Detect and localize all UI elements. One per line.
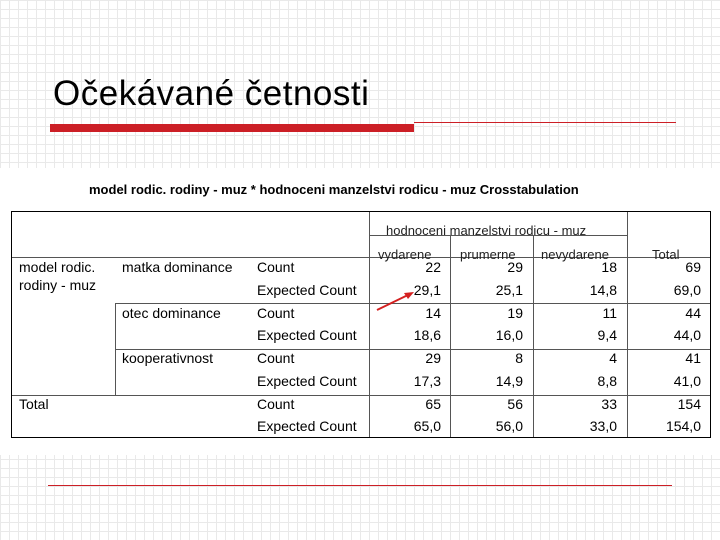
table-cell: 44 <box>685 305 701 321</box>
table-cell: 69 <box>685 259 701 275</box>
stat-label: Expected Count <box>257 373 357 389</box>
table-cell: 8 <box>515 350 523 366</box>
table-cell: 14 <box>425 305 441 321</box>
table-cell-highlighted: 29,1 <box>413 282 441 298</box>
table-cell: 44,0 <box>673 327 701 343</box>
table-cell: 22 <box>425 259 441 275</box>
group-label: kooperativnost <box>122 350 214 366</box>
table-cell: 33 <box>601 396 617 412</box>
table-cell: 14,9 <box>495 373 523 389</box>
stat-label: Expected Count <box>257 327 357 343</box>
footer-rule <box>48 485 672 486</box>
table-cell: 19 <box>507 305 523 321</box>
stat-label: Count <box>257 259 295 275</box>
column-header-total: Total <box>652 247 680 262</box>
group-label: matka dominance <box>122 259 233 275</box>
table-cell: 33,0 <box>589 418 617 434</box>
table-cell: 8,8 <box>597 373 617 389</box>
table-cell: 18 <box>601 259 617 275</box>
table-cell: 9,4 <box>597 327 617 343</box>
table-cell: 16,0 <box>495 327 523 343</box>
table-cell: 56,0 <box>495 418 523 434</box>
crosstab-title: model rodic. rodiny - muz * hodnoceni manzelstvi rodicu - muz Crosstabulation <box>89 182 579 197</box>
table-cell: 29 <box>425 350 441 366</box>
stat-label: Count <box>257 396 295 412</box>
table-cell: 41 <box>685 350 701 366</box>
table-cell: 11 <box>602 305 617 321</box>
table-cell: 18,6 <box>413 327 441 343</box>
table-cell: 154,0 <box>665 418 701 434</box>
table-cell: 65 <box>425 396 441 412</box>
column-header: vydarene <box>378 247 432 262</box>
slide-title: Očekávané četnosti <box>53 74 370 113</box>
stat-label: Expected Count <box>257 418 357 434</box>
stat-label: Count <box>257 350 295 366</box>
table-cell: 17,3 <box>413 373 441 389</box>
stat-label: Count <box>257 305 295 321</box>
column-variable-label: hodnoceni manzelstvi rodicu - muz <box>386 223 587 238</box>
table-cell: 25,1 <box>495 282 523 298</box>
table-cell: 65,0 <box>413 418 441 434</box>
table-cell: 29 <box>507 259 523 275</box>
column-header: prumerne <box>460 247 516 262</box>
table-cell: 56 <box>507 396 523 412</box>
stat-label: Expected Count <box>257 282 357 298</box>
table-cell: 69,0 <box>673 282 701 298</box>
total-row-label: Total <box>19 396 49 412</box>
table-cell: 41,0 <box>673 373 701 389</box>
table-cell: 14,8 <box>589 282 617 298</box>
table-cell: 154 <box>677 396 701 412</box>
table-cell: 4 <box>609 350 617 366</box>
group-label: otec dominance <box>122 305 221 321</box>
column-header: nevydarene <box>541 247 609 262</box>
row-variable-label: model rodic. rodiny - muz <box>19 259 97 293</box>
